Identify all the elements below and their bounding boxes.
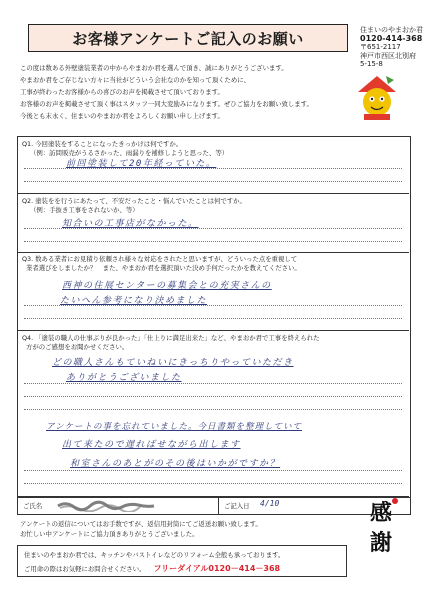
q4-label-2: 方がのご感想をお聞かせください。 <box>26 343 129 351</box>
q1-answer: 前回塗装して20年経っていた。 <box>66 159 217 169</box>
kansha-char: 感 <box>369 500 392 526</box>
company-info <box>360 26 423 69</box>
answer-rule <box>24 168 402 169</box>
date-label: ご記入日 <box>224 502 250 510</box>
answer-rule <box>24 470 402 471</box>
intro-line: この度は数ある外壁塗装業者の中からやまおか君を選んで頂き、誠にありがとうございます。 <box>20 64 288 72</box>
q2-answer: 知合いの工事店がなかった。 <box>62 219 199 229</box>
kansha-char: 謝 <box>369 530 392 556</box>
return-notes <box>20 519 262 539</box>
answer-rule <box>24 181 402 182</box>
q1-label: Q1. 今回塗装をすることになったきっかけは何ですか。 <box>22 140 183 148</box>
company-phone: 0120-414-368 <box>360 33 423 43</box>
intro-line: やまおか君をご存じない方々に当社がどういう会社なのかを知って頂くために、 <box>20 76 251 84</box>
company-address-2: 5-15-8 <box>360 60 383 68</box>
company-name: 住まいのやまおか君 <box>360 26 423 34</box>
answer-rule <box>24 305 402 306</box>
freedial-number: フリーダイアル0120－414－368 <box>153 564 281 573</box>
answer-rule <box>24 241 402 242</box>
redacted-name <box>56 500 156 512</box>
note-line: お忙しい中アンケートにご協力頂きありがとうございました。 <box>20 530 199 538</box>
company-address-1: 神戸市西区北別府 <box>360 51 416 60</box>
mascot-logo <box>352 70 402 128</box>
name-label: ご氏名 <box>23 502 43 510</box>
kansha-calligraphy <box>364 498 398 558</box>
answer-rule <box>24 396 402 397</box>
q4-answer-4: 出て来たので遅ればせながら出します <box>62 440 241 450</box>
reform-footer <box>17 545 347 577</box>
footer-line-1: 住まいのやまおか君では、キッチンやバストイレなどのリフォーム全般も承っております。 <box>24 551 285 559</box>
footer-line-2-text: ご用命の際はお気軽にお問合せください。 <box>24 565 146 573</box>
answer-rule <box>24 228 402 229</box>
q2-label: Q2. 塗装をを行うにあたって、不安だったこと・悩んでいたことは何ですか。 <box>22 197 246 205</box>
q3-label: Q3. 数ある業者にお見積り依頼され様々な対応をされたと思いますが、どういった点を重視して <box>22 255 298 263</box>
q4-answer-5: 和室さんのあとがのその後はいかがですか？ <box>70 459 281 469</box>
answer-rule <box>24 409 402 410</box>
question-divider <box>17 193 409 194</box>
answer-rule <box>24 318 402 319</box>
q3-answer: 西神の住展センターの募集会との充実さんの <box>62 281 272 291</box>
intro-line: 工事が終わったお客様からの喜びのお声を掲載させて頂いております。 <box>20 88 224 96</box>
footer-line-2 <box>24 562 340 576</box>
note-line: アンケートの返信についてはお手数ですが、返信用封筒にてご返送お願い致します。 <box>20 520 262 528</box>
kansha-dot <box>392 498 398 504</box>
survey-title: お客様アンケートご記入のお願い <box>28 24 348 52</box>
intro-text <box>20 62 350 122</box>
q3-answer-2: たいへん参考になり決めました <box>60 296 208 306</box>
q4-answer: どの職人さんもていねいにきっちりやっていただき <box>52 358 294 368</box>
answer-rule <box>24 483 402 484</box>
company-postal: 〒651-2117 <box>360 43 401 51</box>
answer-rule <box>24 383 402 384</box>
q1-example: （例：訪問販売がうるさかった、雨漏りを補修しようと思った、等） <box>30 149 229 157</box>
intro-line: お客様のお声を掲載させて頂く事はスタッフ一同大変励みになります。ぜひご協力をお願い致します。 <box>20 100 313 108</box>
date-value: 4/10 <box>260 499 280 508</box>
question-divider <box>17 330 409 331</box>
signature-divider <box>218 496 219 514</box>
q2-example: （例：手抜き工事をされないか、等） <box>30 206 139 214</box>
q4-answer-3: アンケートの事を忘れていました。今日書類を整理していて <box>46 422 302 432</box>
q4-label: Q4. 「塗装の職人の仕事ぶりが良かった」「仕上りに満足出来た」など、やまおか君で工事を終えられた <box>22 334 320 342</box>
question-divider <box>17 252 409 253</box>
intro-line: 今後とも末永く、住まいのやまおか君をよろしくお願い申し上げます。 <box>20 112 224 120</box>
q3-label-2: 業者選びをしましたか？ また、やまおか君を選択頂いた決め手何だったかを教えてください。 <box>26 264 301 272</box>
q4-answer-2: ありがとうございました <box>66 373 182 383</box>
